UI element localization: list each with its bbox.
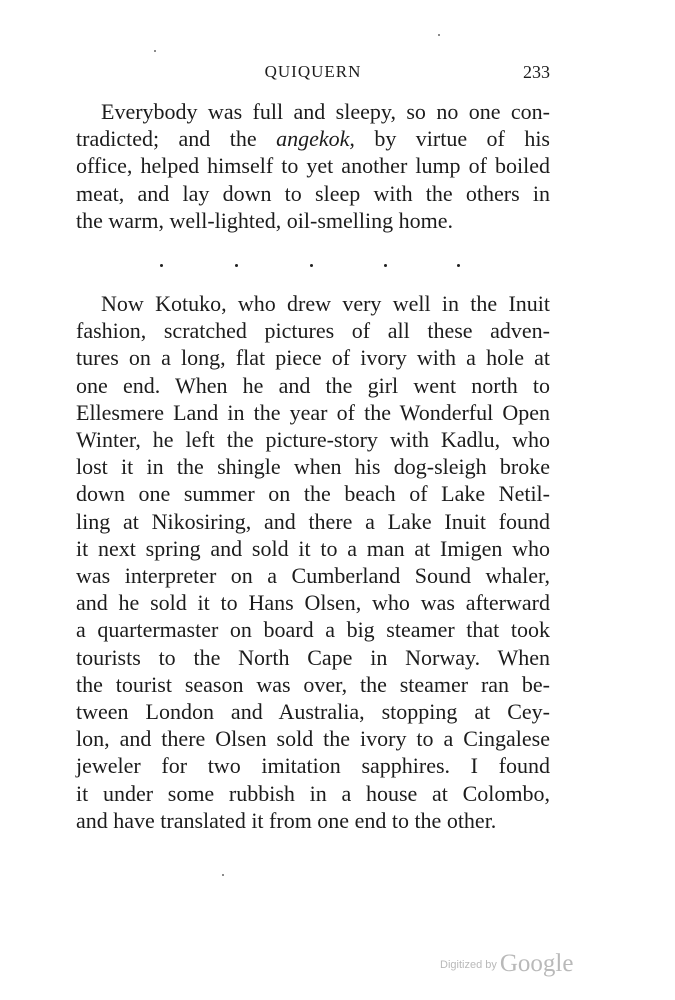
paragraph-1	[76, 98, 550, 234]
text-line	[76, 125, 550, 152]
text-line: was interpreter on a Cumberland Sound whaler,	[76, 563, 550, 589]
italic-term: angekok,	[276, 126, 355, 152]
text-line: tourists to the North Cape in Norway. When	[76, 644, 550, 670]
text-line: and have translated it from one end to the other.	[76, 807, 497, 833]
running-title: QUIQUERN	[264, 62, 362, 81]
text-line: jeweler for two imitation sapphires. I found	[76, 753, 550, 779]
text-line: and he sold it to Hans Olsen, who was afterward	[76, 590, 550, 616]
scan-speck	[222, 874, 224, 876]
separator-dot	[384, 264, 387, 267]
watermark-prefix: Digitized by	[440, 959, 497, 971]
text-line: meat, and lay down to sleep with the others in	[76, 180, 550, 206]
text-line: tures on a long, flat piece of ivory with a hole at	[76, 345, 550, 371]
text-line: office, helped himself to yet another lump of boiled	[76, 153, 550, 179]
text-line: Ellesmere Land in the year of the Wonderful Open	[76, 399, 550, 425]
text-fragment: tradicted; and the	[76, 126, 257, 152]
text-line: Winter, he left the picture-story with Kadlu, who	[76, 427, 550, 453]
text-line: one end. When he and the girl went north to	[76, 372, 550, 398]
google-logo-text: Google	[499, 950, 574, 977]
text-line: it next spring and sold it to a man at Imigen who	[76, 535, 550, 561]
text-line: tween London and Australia, stopping at Cey-	[76, 699, 550, 725]
page-header	[76, 62, 550, 88]
text-line: ling at Nikosiring, and there a Lake Inuit found	[76, 508, 550, 534]
section-separator	[160, 258, 460, 270]
text-line: it under some rubbish in a house at Colombo,	[76, 780, 550, 806]
text-line: Everybody was full and sleepy, so no one con-	[101, 99, 550, 124]
text-line: down one summer on the beach of Lake Netil-	[76, 481, 550, 507]
text-line: Now Kotuko, who drew very well in the Inuit	[101, 291, 550, 316]
text-line: fashion, scratched pictures of all these adven-	[76, 318, 550, 344]
text-line: lon, and there Olsen sold the ivory to a Cingalese	[76, 726, 550, 752]
separator-dot	[457, 264, 460, 267]
text-line: lost it in the shingle when his dog-sleigh broke	[76, 454, 550, 480]
separator-dot	[235, 264, 238, 267]
page-number: 233	[523, 62, 550, 82]
text-fragment: by virtue of his	[374, 126, 550, 152]
paragraph-2	[76, 290, 550, 834]
separator-dot	[310, 264, 313, 267]
text-line: the warm, well-lighted, oil-smelling home.	[76, 207, 453, 233]
scan-speck	[154, 50, 156, 52]
digitized-by-google-watermark	[440, 950, 573, 980]
text-line: the tourist season was over, the steamer ran be-	[76, 671, 550, 697]
separator-dot	[160, 264, 163, 267]
text-line: a quartermaster on board a big steamer that took	[76, 617, 550, 643]
scan-speck	[438, 34, 440, 36]
